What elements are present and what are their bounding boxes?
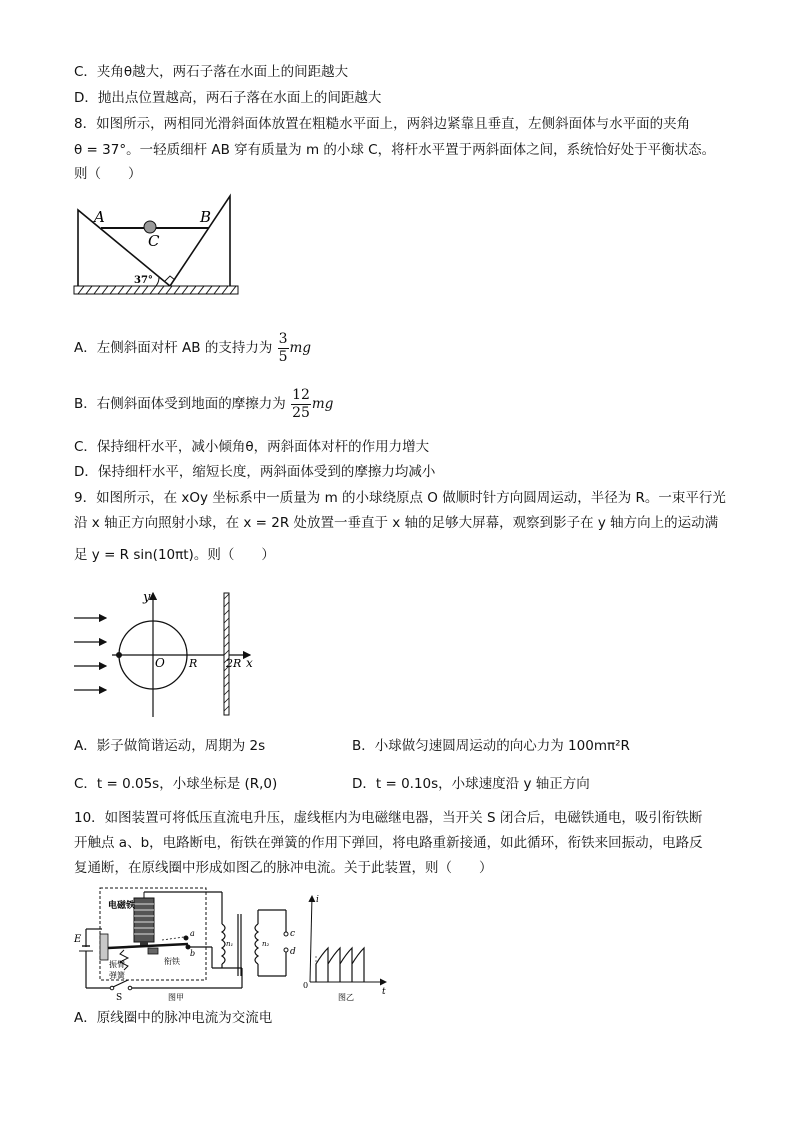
q10-stem-line1: 10．如图装置可将低压直流电升压，虚线框内为电磁继电器，当开关 S 闭合后，电磁铁通电，吸引衔铁断 <box>74 810 703 826</box>
q8-option-b <box>74 386 333 422</box>
q10-label-b: b <box>190 949 196 958</box>
q8-option-a-fraction <box>278 331 289 366</box>
q9-option-d: D．t = 0.10s，小球速度沿 y 轴正方向 <box>352 776 590 792</box>
q10-relay-circuit-figure <box>72 884 392 1004</box>
q8-label-c: C <box>148 232 160 250</box>
q10-label-t: t <box>382 987 386 997</box>
q8-option-a <box>74 330 311 366</box>
q10-label-i: i <box>316 895 319 905</box>
q10-stem-line2: 开触点 a、b，电路断电，衔铁在弹簧的作用下弹回，将电路重新接通，如此循环，衔铁来回振动，电路反 <box>74 835 703 851</box>
q8-label-b: B <box>200 208 212 226</box>
q9-axis-y-label: y <box>143 590 151 605</box>
q9-option-c: C．t = 0.05s，小球坐标是 (R,0) <box>74 776 278 792</box>
q8-option-b-fraction <box>291 387 311 422</box>
q10-label-c: c <box>290 929 296 939</box>
q7-option-c: C．夹角θ越大，两石子落在水面上的间距越大 <box>74 64 349 80</box>
q8-option-b-numerator: 12 <box>292 386 310 403</box>
q9-2r-label: 2R <box>226 657 242 670</box>
q8-incline-figure <box>72 192 240 302</box>
q8-option-a-text: A．左侧斜面对杆 AB 的支持力为 <box>74 340 273 356</box>
q8-option-d: D．保持细杆水平，缩短长度，两斜面体受到的摩擦力均减小 <box>74 464 436 480</box>
q10-label-n2: n₂ <box>262 940 270 948</box>
q8-stem-line3: 则（ ） <box>74 166 142 182</box>
q8-angle-label: 37° <box>134 275 153 286</box>
q10-label-vibrating-arm: 振臂 <box>109 960 125 969</box>
q8-option-a-numerator: 3 <box>278 330 288 347</box>
q10-label-zero: 0 <box>303 981 309 990</box>
q9-stem-line1: 9．如图所示，在 xOy 坐标系中一质量为 m 的小球绕原点 O 做顺时针方向圆周运动，半径为 R。一束平行光 <box>74 490 726 506</box>
q8-stem-line1: 8．如图所示，两相同光滑斜面体放置在粗糙水平面上，两斜边紧靠且垂直，左侧斜面体与水平面的夹角 <box>74 116 691 132</box>
q7-option-d: D．抛出点位置越高，两石子落在水面上的间距越大 <box>74 90 382 106</box>
q8-option-b-unit: mg <box>311 396 334 412</box>
q8-stem-line2: θ = 37°。一轻质细杆 AB 穿有质量为 m 的小球 C，将杆水平置于两斜面体之间，系统恰好处于平衡状态。 <box>74 142 716 158</box>
q9-option-a: A．影子做简谐运动，周期为 2s <box>74 738 266 754</box>
q9-r-label: R <box>189 657 198 670</box>
q10-label-fig-yi: 图乙 <box>338 993 354 1002</box>
q8-option-a-unit: mg <box>289 340 311 356</box>
q10-label-fig-jia: 图甲 <box>168 993 184 1002</box>
q9-origin-label: O <box>155 656 165 670</box>
q9-stem-line2: 沿 x 轴正方向照射小球，在 x = 2R 处放置一垂直于 x 轴的足够大屏幕，观察到影子在 y 轴方向上的运动满 <box>74 515 719 531</box>
q9-axis-x-label: x <box>246 656 253 670</box>
q8-option-c: C．保持细杆水平，减小倾角θ，两斜面体对杆的作用力增大 <box>74 439 430 455</box>
q8-option-b-text: B．右侧斜面体受到地面的摩擦力为 <box>74 396 286 412</box>
q9-option-b: B．小球做匀速圆周运动的向心力为 100mπ²R <box>352 738 630 754</box>
q10-label-n1: n₁ <box>226 940 234 948</box>
q10-label-electromagnet: 电磁铁 <box>108 901 136 911</box>
q10-label-armature: 衔铁 <box>164 957 180 966</box>
q9-coordinate-figure <box>72 585 262 720</box>
q8-option-a-denominator: 5 <box>278 348 288 365</box>
q8-option-b-denominator: 25 <box>292 404 310 421</box>
q10-label-s: S <box>116 993 123 1003</box>
q10-stem-line3: 复通断，在原线圈中形成如图乙的脉冲电流。关于此装置，则（ ） <box>74 860 493 876</box>
q10-label-e: E <box>74 934 82 945</box>
q10-label-a: a <box>190 929 195 938</box>
q10-label-d: d <box>290 947 296 957</box>
q8-label-a: A <box>94 208 105 226</box>
q9-stem-line3: 足 y = R sin(10πt)。则（ ） <box>74 547 275 563</box>
q10-label-spring: 弹簧 <box>109 971 125 980</box>
q10-option-a: A．原线圈中的脉冲电流为交流电 <box>74 1010 273 1026</box>
